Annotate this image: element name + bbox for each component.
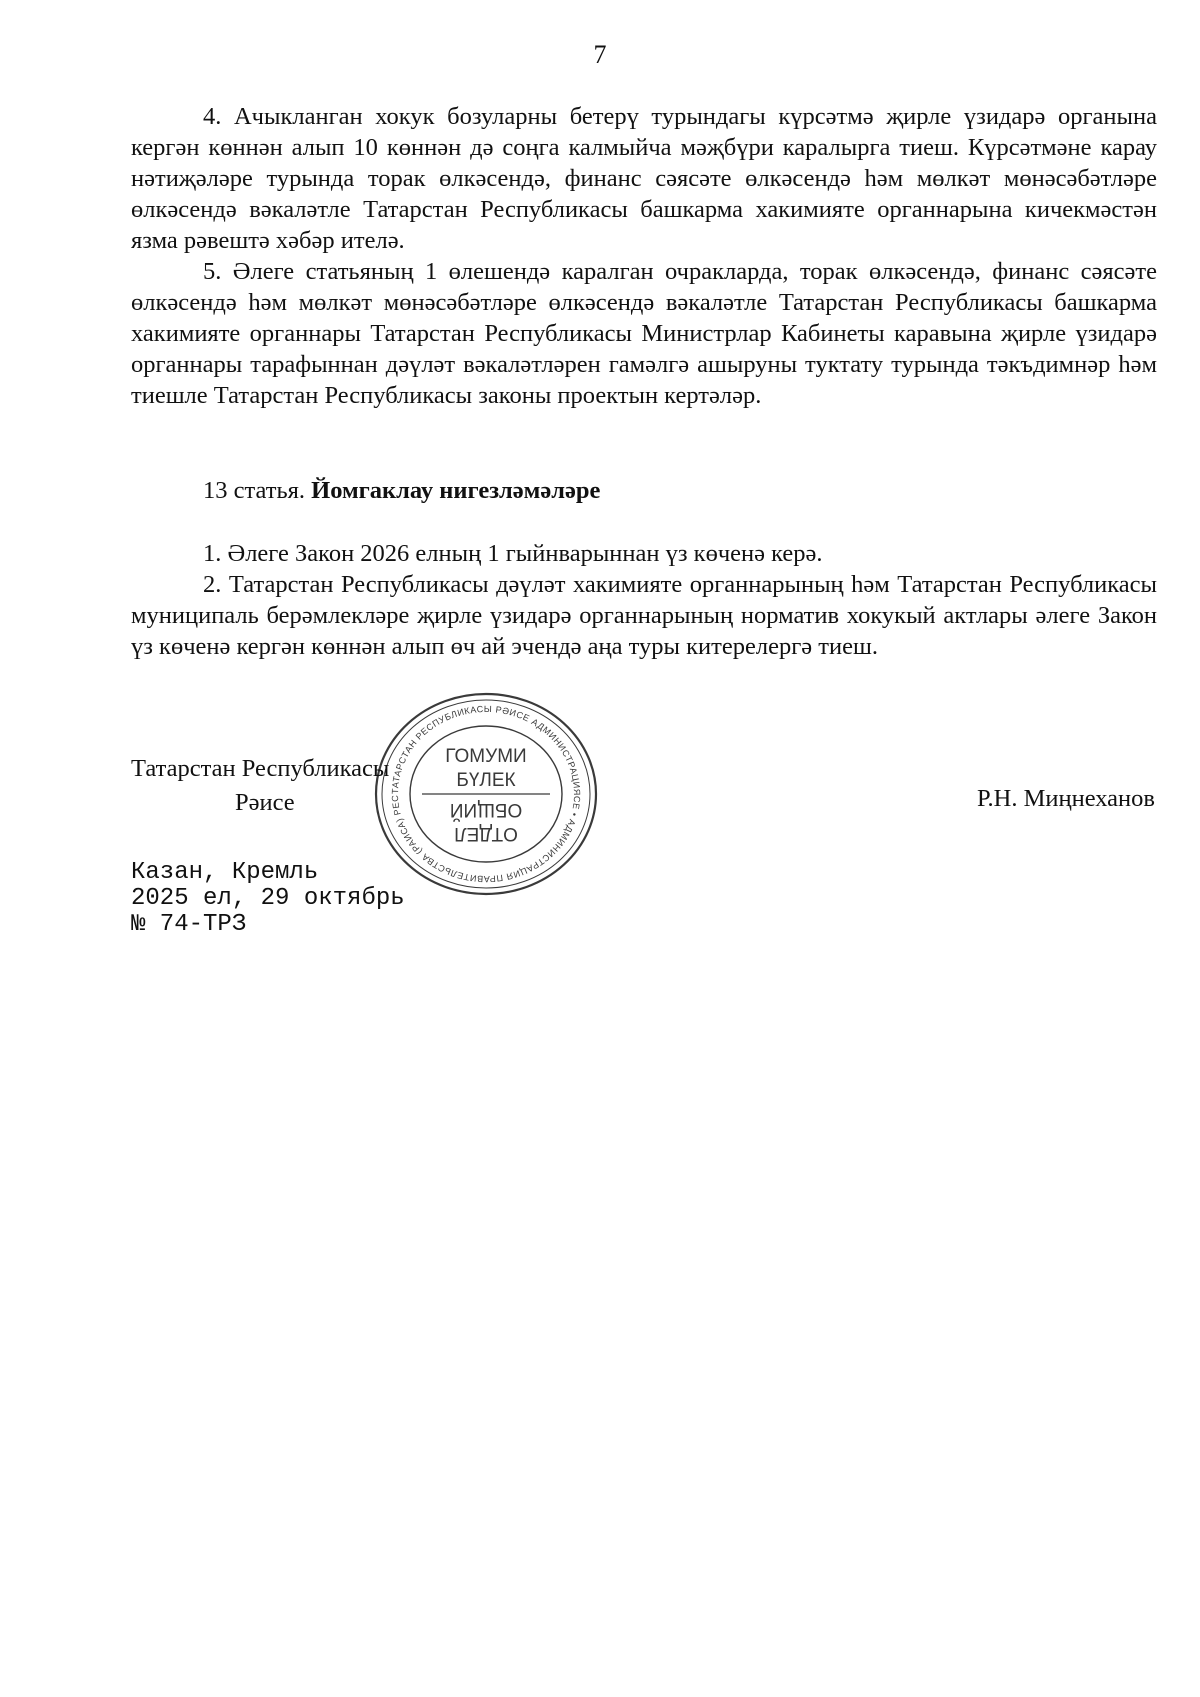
paragraph-1: 1. Әлеге Закон 2026 елның 1 гыйнварыннан үз көченә керә. bbox=[203, 540, 823, 567]
signatory-role: Рәисе bbox=[235, 789, 295, 816]
law-number-line: № 74-ТРЗ bbox=[131, 911, 247, 938]
signature-block bbox=[131, 752, 389, 820]
stamp-line-3: ОТДЕЛ bbox=[454, 823, 518, 844]
section-a bbox=[131, 101, 1157, 411]
paragraph-2: 2. Татарстан Республикасы дәүләт хакимияте органнарының һәм Татарстан Республикасы муниципаль берәмлекләре җирле үзидарә органнарының норматив хокукый актлары әлеге Закон үз көченә кергән көннән алып өч ай эчендә аңа туры китерелергә тиеш. bbox=[131, 571, 1157, 660]
stamp-line-4: ОБЩИЙ bbox=[449, 799, 523, 820]
section-b bbox=[131, 538, 1157, 662]
stamp-line-2: БҮЛЕК bbox=[456, 770, 516, 791]
place-date-number bbox=[131, 860, 405, 938]
stamp-ring-text: ТАТАРСТАН РЕСПУБЛИКАСЫ РӘИСЕ АДМИНИСТРАЦИЯСЕ • АДМИНИСТРАЦИЯ ПРАВИТЕЛЬСТВА (РАИСА) РЕС bbox=[389, 703, 583, 885]
article-title: Йомгаклау нигезләмәләре bbox=[311, 477, 601, 504]
stamp-line-1: ГОМУМИ bbox=[445, 746, 527, 767]
paragraph-5: 5. Әлеге статьяның 1 өлешендә каралган очракларда, торак өлкәсендә, финанс сәясәте өлкәсендә һәм мөлкәт мөнәсәбәтләре өлкәсендә вәкаләтле Татарстан Республикасы башкарма хакимияте органнары Татарстан Республикасы Министрлар Кабинеты каравына җирле үзидарә органнары тарафыннан дәүләт вәкаләтләрен гамәлгә ашыруны туктату турында тәкъдимнәр һәм тиешле Татарстан Республикасы законы проектын кертәләр. bbox=[131, 258, 1157, 409]
article-number: 13 статья. bbox=[203, 477, 306, 504]
place-line: Казан, Кремль bbox=[131, 859, 319, 886]
date-line: 2025 ел, 29 октябрь bbox=[131, 885, 405, 912]
article-heading bbox=[203, 475, 600, 506]
page-number: 7 bbox=[593, 40, 607, 69]
signatory-title: Татарстан Республикасы bbox=[131, 755, 390, 782]
signatory-name: Р.Н. Миңнеханов bbox=[976, 785, 1155, 812]
paragraph-4: 4. Ачыкланган хокук бозуларны бетерү турындагы күрсәтмә җирле үзидарә органына кергән көннән алып 10 көннән дә соңга калмыйча мәҗбүри каралырга тиеш. Күрсәтмәне карау нәтиҗәләре турында торак өлкәсендә, финанс сәясәте өлкәсендә һәм мөлкәт мөнәсәбәтләре өлкәсендә вәкаләтле Татарстан Республикасы башкарма хакимияте органнарына кичекмәстән язма рәвештә хәбәр ителә. bbox=[131, 103, 1157, 254]
